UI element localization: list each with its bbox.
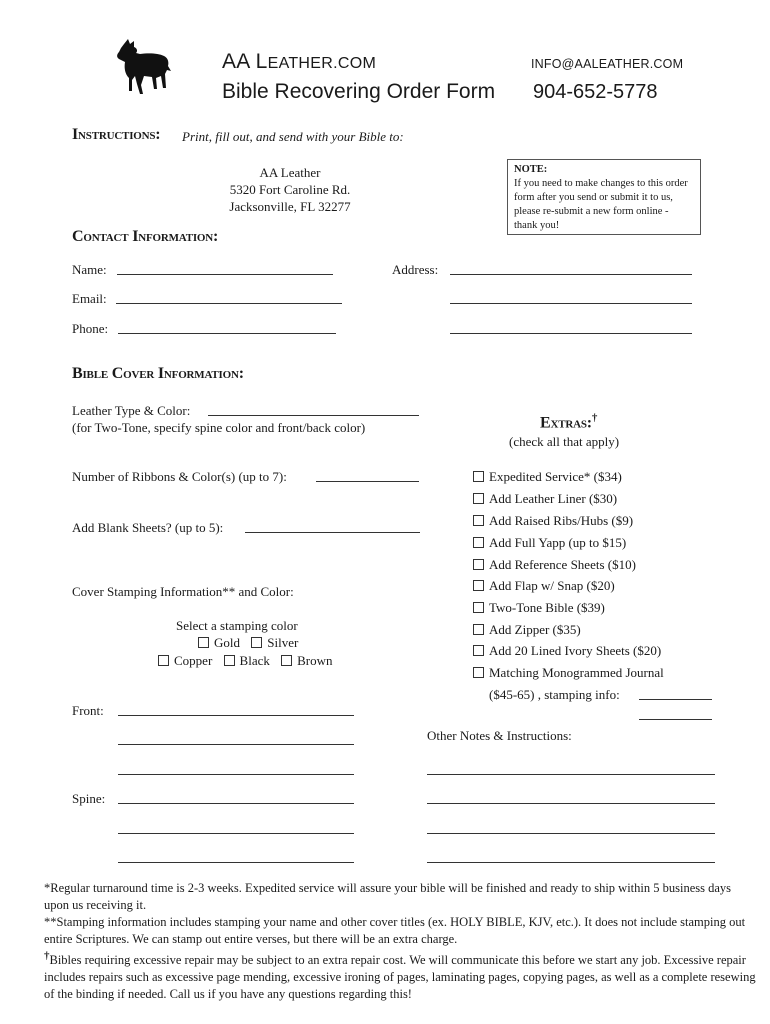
address-field-3[interactable] xyxy=(450,333,692,334)
dagger-icon: † xyxy=(44,950,50,962)
brand-name xyxy=(222,50,376,74)
email-field[interactable] xyxy=(116,303,342,304)
journal-detail: ($45-65) , stamping info: xyxy=(489,687,620,702)
brand-rest: EATHER.COM xyxy=(267,55,377,72)
phone-label: Phone: xyxy=(72,321,109,336)
silver-label: Silver xyxy=(267,635,299,650)
leather-field[interactable] xyxy=(208,415,419,416)
ribbons-label: Number of Ribbons & Color(s) (up to 7): xyxy=(72,469,287,484)
address-line-1: AA Leather xyxy=(259,165,321,180)
address-field-2[interactable] xyxy=(450,303,692,304)
blank-sheets-field[interactable] xyxy=(245,532,420,533)
address-label: Address: xyxy=(392,262,439,277)
extra-item: Add Reference Sheets ($10) xyxy=(473,557,636,573)
extra-item: Add Leather Liner ($30) xyxy=(473,491,617,507)
black-checkbox[interactable] xyxy=(224,655,235,666)
spine-field-2[interactable] xyxy=(118,833,354,834)
address-line-2: 5320 Fort Caroline Rd. xyxy=(229,182,351,197)
gold-label: Gold xyxy=(214,635,240,650)
flap-snap-checkbox[interactable] xyxy=(473,580,484,591)
footnote-repair: †Bibles requiring excessive repair may be subject to an extra repair cost. We will communicate this before we start any job. Excessive repair includes repairs such as excessive page mending, excessive ironing of pages, laminating pages, copying pages, as well as a complete resewing of the binding if needed. Call us if you have any questions regarding this! xyxy=(44,950,756,1002)
header-email: INFO@AALEATHER.COM xyxy=(531,57,684,71)
extras-subheading: (check all that apply) xyxy=(509,434,620,449)
leather-hint: (for Two-Tone, specify spine color and front/back color) xyxy=(72,420,366,435)
notes-field-2[interactable] xyxy=(427,803,715,804)
front-label: Front: xyxy=(72,703,104,718)
email-label: Email: xyxy=(72,291,107,306)
note-title: NOTE: xyxy=(514,164,548,175)
notes-field-3[interactable] xyxy=(427,833,715,834)
journal-stamping-field-2[interactable] xyxy=(639,719,712,720)
extra-item: Add 20 Lined Ivory Sheets ($20) xyxy=(473,643,661,659)
form-title: Bible Recovering Order Form xyxy=(222,80,496,103)
goat-logo-icon xyxy=(110,38,172,96)
header-phone: 904-652-5778 xyxy=(533,81,658,103)
raised-ribs-checkbox[interactable] xyxy=(473,515,484,526)
front-field-3[interactable] xyxy=(118,774,354,775)
address-field-1[interactable] xyxy=(450,274,692,275)
silver-checkbox[interactable] xyxy=(251,637,262,648)
extra-item: Expedited Service* ($34) xyxy=(473,469,622,485)
brand-cap-a: AA xyxy=(222,50,250,73)
front-field-2[interactable] xyxy=(118,744,354,745)
spine-label: Spine: xyxy=(72,791,106,806)
notes-field-4[interactable] xyxy=(427,862,715,863)
note-box xyxy=(507,159,701,235)
black-label: Black xyxy=(239,653,270,668)
ribbons-field[interactable] xyxy=(316,481,419,482)
zipper-checkbox[interactable] xyxy=(473,624,484,635)
brown-checkbox[interactable] xyxy=(281,655,292,666)
leather-liner-checkbox[interactable] xyxy=(473,493,484,504)
extra-item: Matching Monogrammed Journal xyxy=(473,665,664,681)
contact-heading: Contact Information: xyxy=(72,228,219,245)
ivory-sheets-checkbox[interactable] xyxy=(473,645,484,656)
address-line-3: Jacksonville, FL 32277 xyxy=(229,199,351,214)
full-yapp-checkbox[interactable] xyxy=(473,537,484,548)
journal-stamping-field-1[interactable] xyxy=(639,699,712,700)
footnote-turnaround: *Regular turnaround time is 2-3 weeks. Expedited service will assure your bible will be finished and ready to ship within 5 business days upon us receiving it. xyxy=(44,881,732,912)
other-notes-label: Other Notes & Instructions: xyxy=(427,728,572,743)
notes-field-1[interactable] xyxy=(427,774,715,775)
copper-label: Copper xyxy=(174,653,213,668)
instructions-text: Print, fill out, and send with your Bible to: xyxy=(182,129,404,144)
stamp-color-row-2 xyxy=(158,653,333,669)
front-field-1[interactable] xyxy=(118,715,354,716)
name-label: Name: xyxy=(72,262,107,277)
bible-cover-heading: Bible Cover Information: xyxy=(72,365,244,382)
reference-sheets-checkbox[interactable] xyxy=(473,559,484,570)
stamp-color-row-1 xyxy=(198,635,298,651)
blank-sheets-label: Add Blank Sheets? (up to 5): xyxy=(72,520,224,535)
spine-field-3[interactable] xyxy=(118,862,354,863)
note-body: If you need to make changes to this order form after you send or submit it to us, please re-submit a new form online - thank you! xyxy=(514,178,688,231)
monogram-journal-checkbox[interactable] xyxy=(473,667,484,678)
copper-checkbox[interactable] xyxy=(158,655,169,666)
stamp-color-prompt: Select a stamping color xyxy=(176,618,298,633)
expedited-checkbox[interactable] xyxy=(473,471,484,482)
gold-checkbox[interactable] xyxy=(198,637,209,648)
extra-item: Add Full Yapp (up to $15) xyxy=(473,535,626,551)
mailing-address xyxy=(200,164,380,215)
name-field[interactable] xyxy=(117,274,333,275)
extra-item: Two-Tone Bible ($39) xyxy=(473,600,605,616)
stamping-label: Cover Stamping Information** and Color: xyxy=(72,584,294,599)
instructions-heading: Instructions: xyxy=(72,126,161,143)
dagger-icon: † xyxy=(591,412,598,424)
brown-label: Brown xyxy=(297,653,333,668)
extra-item: Add Zipper ($35) xyxy=(473,622,581,638)
extra-item: Add Raised Ribs/Hubs ($9) xyxy=(473,513,633,529)
brand-cap-l: L xyxy=(255,50,268,73)
leather-label: Leather Type & Color: xyxy=(72,403,191,418)
spine-field-1[interactable] xyxy=(118,803,354,804)
phone-field[interactable] xyxy=(118,333,336,334)
extra-item: Add Flap w/ Snap ($20) xyxy=(473,578,615,594)
footnote-stamping: **Stamping information includes stamping your name and other cover titles (ex. HOLY BIBLE, KJV, etc.). It does not include stamping out entire Scriptures. We can stamp out entire verses, but there will be an extra charge. xyxy=(44,915,746,946)
two-tone-checkbox[interactable] xyxy=(473,602,484,613)
extras-heading: Extras:† xyxy=(540,412,598,432)
